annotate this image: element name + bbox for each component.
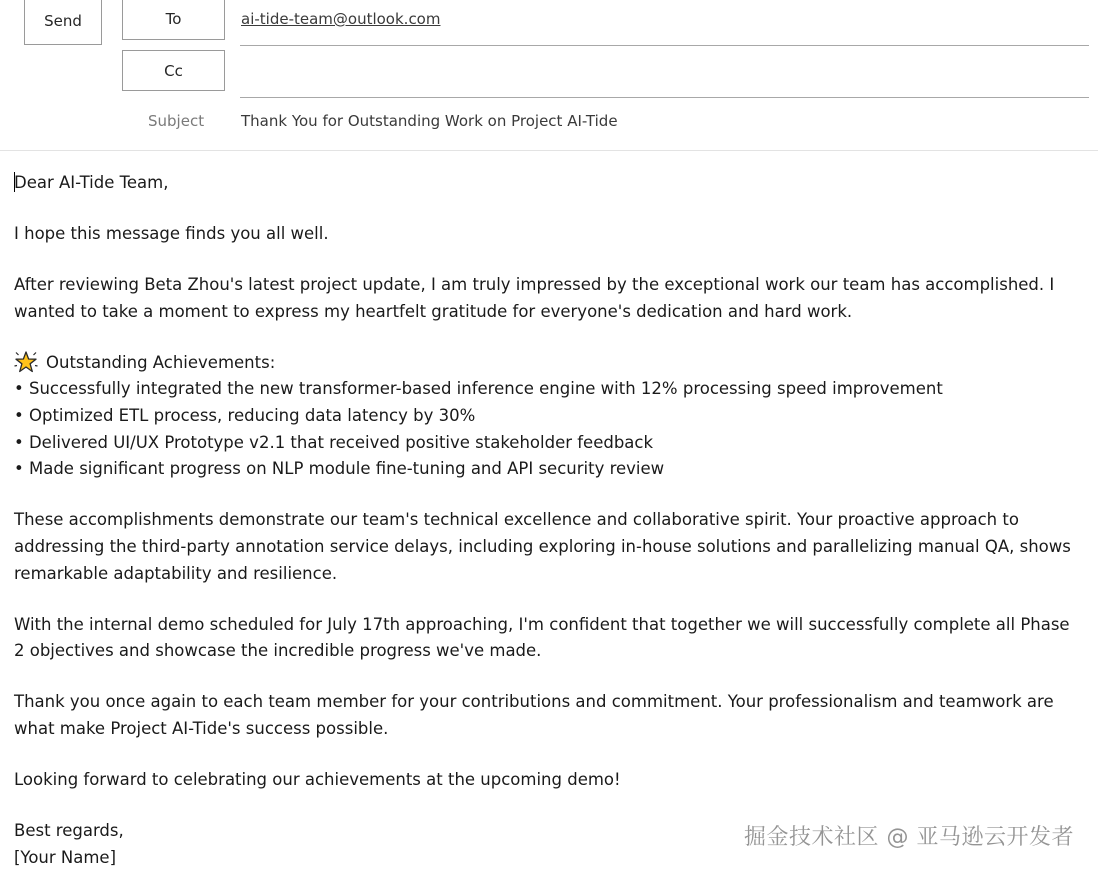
opening-line: I hope this message finds you all well.: [14, 224, 329, 244]
achievement-item: • Successfully integrated the new transformer-based inference engine with 12% processing speed improvement: [14, 379, 943, 399]
achievement-item: • Delivered UI/UX Prototype v2.1 that received positive stakeholder feedback: [14, 432, 654, 452]
greeting-line: [14, 170, 1084, 197]
signoff-line: Best regards,: [14, 821, 124, 841]
to-field[interactable]: ai-tide-team@outlook.com: [241, 10, 441, 28]
glowing-star-icon: [14, 351, 38, 373]
subject-field[interactable]: Thank You for Outstanding Work on Project AI-Tide: [241, 112, 618, 130]
paragraph-demo: With the internal demo scheduled for July 17th approaching, I'm confident that together we will successfully complete all Phase 2 objectives and showcase the incredible progress we've made.: [14, 614, 1070, 661]
message-body[interactable]: [14, 170, 1084, 871]
cc-button[interactable]: Cc: [122, 50, 225, 91]
paragraph-thanks: Thank you once again to each team member for your contributions and commitment. Your professionalism and teamwork are what make Project AI-Tide's success possible.: [14, 692, 1054, 738]
achievement-item: • Made significant progress on NLP module fine-tuning and API security review: [14, 459, 665, 479]
to-field-underline: [240, 45, 1089, 46]
send-button[interactable]: Send: [24, 0, 102, 45]
achievements-heading-text: Outstanding Achievements:: [46, 352, 276, 372]
paragraph-review: After reviewing Beta Zhou's latest project update, I am truly impressed by the exceptional work our team has accomplished. I wanted to take a moment to express my heartfelt gratitude for everyone's dedication and hard work.: [14, 275, 1055, 321]
paragraph-accomplishments: These accomplishments demonstrate our team's technical excellence and collaborative spirit. Your proactive approach to addressing the third-party annotation service delays, including exploring in-house solutions and parallelizing manual QA, shows remarkable adaptability and resilience.: [14, 510, 1071, 583]
paragraph-closing: Looking forward to celebrating our achievements at the upcoming demo!: [14, 770, 621, 789]
compose-header: [0, 0, 1098, 151]
watermark-text: 掘金技术社区 @ 亚马逊云开发者: [744, 825, 1074, 850]
cc-field[interactable]: [240, 97, 1089, 98]
to-button[interactable]: To: [122, 0, 225, 40]
subject-label: Subject: [148, 112, 205, 130]
signature-line: [Your Name]: [14, 847, 117, 867]
achievements-heading: [14, 350, 1084, 377]
greeting-text: Dear AI-Tide Team,: [14, 173, 169, 192]
achievement-item: • Optimized ETL process, reducing data latency by 30%: [14, 406, 476, 426]
